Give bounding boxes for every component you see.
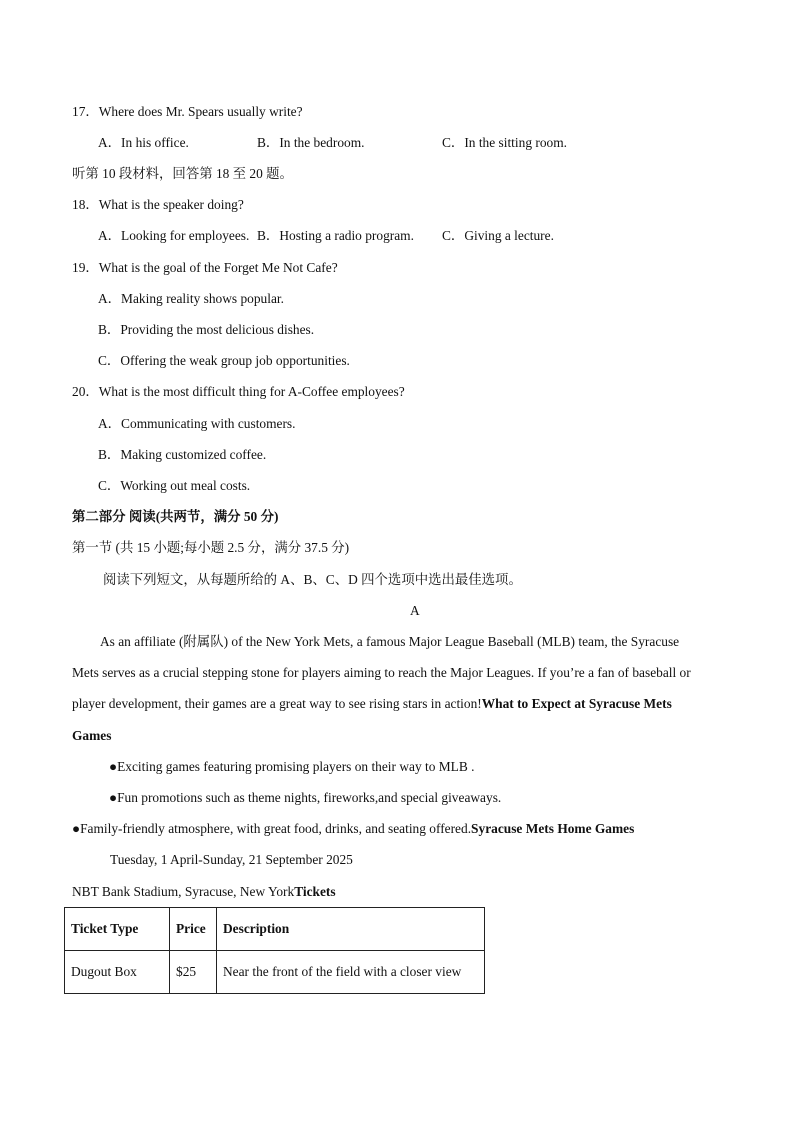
heading-what-to-expect-cont: Games xyxy=(72,728,112,743)
question-18-stem: 18．What is the speaker doing? xyxy=(72,197,244,212)
section1-heading: 第一节 (共 15 小题;每小题 2.5 分，满分 37.5 分) xyxy=(72,540,350,555)
bullet-family-line xyxy=(72,822,634,835)
ticket-table-header-row xyxy=(65,908,485,951)
cell-price: $25 xyxy=(170,951,217,994)
cell-description: Near the front of the field with a closer view xyxy=(217,951,485,994)
header-price: Price xyxy=(170,908,217,951)
heading-what-to-expect: What to Expect at Syracuse Mets xyxy=(481,696,672,711)
listening-instruction-10: 听第 10 段材料，回答第 18 至 20 题。 xyxy=(72,166,293,181)
question-18-option-a: A．Looking for employees. xyxy=(98,228,250,243)
bullet-family-friendly: ●Family-friendly atmosphere, with great food, drinks, and seating offered. xyxy=(72,821,472,836)
passage-letter: A xyxy=(410,603,420,618)
question-19-option-a: A．Making reality shows popular. xyxy=(98,291,284,306)
question-18-option-b: B．Hosting a radio program. xyxy=(257,228,414,243)
question-20-option-b: B．Making customized coffee. xyxy=(98,447,267,462)
heading-tickets: Tickets xyxy=(294,884,336,899)
bullet-fun-promotions: ●Fun promotions such as theme nights, fireworks,and special giveaways. xyxy=(109,790,502,805)
header-ticket-type: Ticket Type xyxy=(65,908,170,951)
passage-line-3 xyxy=(72,697,672,710)
passage-line-1: As an affiliate (附属队) of the New York Mets, a famous Major League Baseball (MLB) team, the Syracuse xyxy=(100,634,680,649)
question-20-stem: 20．What is the most difficult thing for A-Coffee employees? xyxy=(72,384,405,399)
part2-heading: 第二部分 阅读(共两节，满分 50 分) xyxy=(72,509,279,524)
question-18-option-c: C．Giving a lecture. xyxy=(442,228,554,243)
question-17-stem: 17．Where does Mr. Spears usually write? xyxy=(72,104,303,119)
bullet-exciting-games: ●Exciting games featuring promising players on their way to MLB . xyxy=(109,759,475,774)
passage-line-3-text: player development, their games are a great way to see rising stars in action! xyxy=(72,696,482,711)
cell-ticket-type: Dugout Box xyxy=(65,951,170,994)
header-description: Description xyxy=(217,908,485,951)
venue-line xyxy=(72,885,336,898)
ticket-table xyxy=(64,907,485,994)
venue: NBT Bank Stadium, Syracuse, New York xyxy=(72,884,295,899)
passage-line-2: Mets serves as a crucial stepping stone for players aiming to reach the Major Leagues. If you’re a fan of baseball or xyxy=(72,665,691,680)
question-17-option-a: A．In his office. xyxy=(98,135,189,150)
question-19-stem: 19．What is the goal of the Forget Me Not Cafe? xyxy=(72,260,338,275)
heading-home-games: Syracuse Mets Home Games xyxy=(471,821,635,836)
question-19-option-b: B．Providing the most delicious dishes. xyxy=(98,322,315,337)
reading-instruction: 阅读下列短文，从每题所给的 A、B、C、D 四个选项中选出最佳选项。 xyxy=(103,572,522,587)
question-20-option-a: A．Communicating with customers. xyxy=(98,416,296,431)
question-17-option-c: C．In the sitting room. xyxy=(442,135,567,150)
season-dates: Tuesday, 1 April-Sunday, 21 September 2025 xyxy=(110,852,353,867)
question-20-option-c: C．Working out meal costs. xyxy=(98,478,251,493)
table-row xyxy=(65,951,485,994)
question-17-option-b: B．In the bedroom. xyxy=(257,135,365,150)
question-19-option-c: C．Offering the weak group job opportunities. xyxy=(98,353,350,368)
